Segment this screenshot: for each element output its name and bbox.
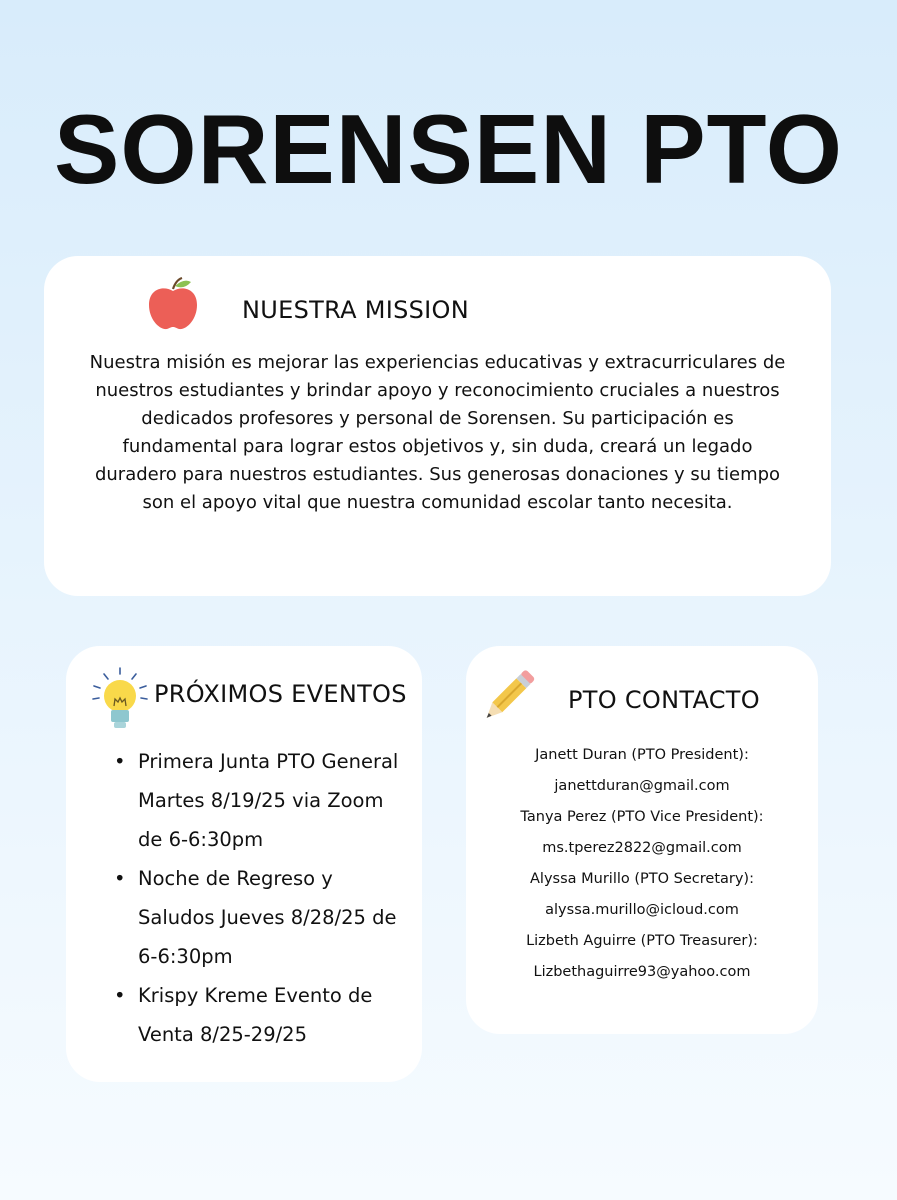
lightbulb-icon: [90, 666, 150, 738]
contact-role: Janett Duran (PTO President):: [535, 747, 749, 763]
contact-role: Alyssa Murillo (PTO Secretary):: [530, 871, 754, 887]
page-title: SORENSEN PTO: [54, 94, 843, 204]
mission-card: [44, 256, 831, 596]
contact-email[interactable]: ms.tperez2822@gmail.com: [542, 840, 742, 856]
pencil-icon: [482, 668, 538, 728]
apple-icon: [146, 276, 200, 336]
contact-email[interactable]: Lizbethaguirre93@yahoo.com: [533, 964, 751, 980]
mission-text: Nuestra misión es mejorar las experiencias educativas y extracurriculares de nuestros estudiantes y brindar apoyo y reconocimiento cruciales a nuestros dedicados profesores y personal de Sorensen. Su participación es fundamental para lograr estos objetivos y, sin duda, creará un legado duradero para nuestros estudiantes. Sus generosas donaciones y su tiempo son el apoyo vital que nuestra comunidad escolar tanto necesita.: [89, 352, 786, 513]
events-card: [66, 646, 422, 1082]
contact-role: Tanya Perez (PTO Vice President):: [520, 809, 764, 825]
event-item: • Krispy Kreme Evento de Venta 8/25-29/25: [66, 976, 422, 1054]
contact-card: [466, 646, 818, 1034]
events-list: [66, 742, 422, 1054]
event-item: • Noche de Regreso y Saludos Jueves 8/28/25 de 6-6:30pm: [66, 859, 422, 976]
mission-heading: NUESTRA MISSION: [242, 296, 470, 324]
contact-role: Lizbeth Aguirre (PTO Treasurer):: [526, 933, 758, 949]
event-item: • Primera Junta PTO General Martes 8/19/25 via Zoom de 6-6:30pm: [66, 742, 422, 859]
events-heading: PRÓXIMOS EVENTOS: [154, 680, 407, 708]
contact-heading: PTO CONTACTO: [568, 686, 760, 714]
contact-email[interactable]: alyssa.murillo@icloud.com: [545, 902, 739, 918]
contact-email[interactable]: janettduran@gmail.com: [554, 778, 730, 794]
contact-list: [466, 740, 818, 988]
